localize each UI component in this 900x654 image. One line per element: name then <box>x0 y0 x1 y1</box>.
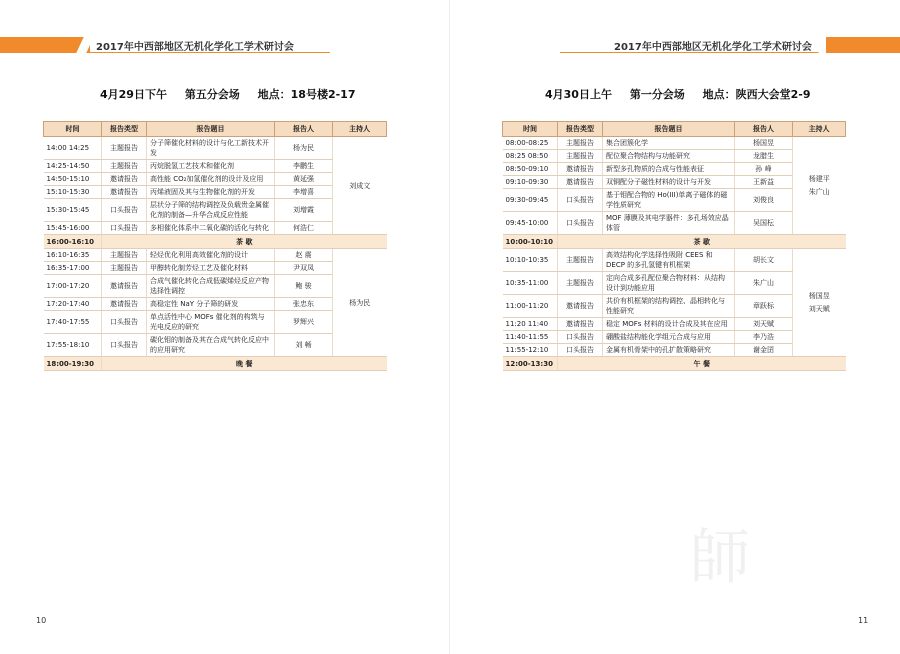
speaker-cell: 吴国枟 <box>735 212 793 235</box>
time-cell: 15:10-15:30 <box>44 186 102 199</box>
title-cell: 硼酸盐结构能化学组元合成与应用 <box>603 331 735 344</box>
session-room: 第五分会场 <box>184 88 240 101</box>
page-heading-left <box>100 86 370 102</box>
title-cell: 甲醇转化制芳烃工艺及催化材料 <box>147 262 275 275</box>
header-title-right: 2017年中西部地区无机化学化工学术研讨会 <box>614 42 812 53</box>
chair-name: 刘成文 <box>349 181 371 190</box>
speaker-cell: 刘增霞 <box>275 199 333 222</box>
session-location: 地点：18号楼2-17 <box>257 88 356 101</box>
time-cell: 16:10-16:35 <box>44 249 102 262</box>
break-label: 晚 餐 <box>102 357 387 371</box>
chair-name: 朱广山 <box>808 188 830 196</box>
type-cell: 口头报告 <box>558 331 603 344</box>
title-cell: 轻烃优化利用高效催化剂的设计 <box>147 249 275 262</box>
time-cell: 10:35-11:00 <box>503 272 558 295</box>
break-label: 茶 歇 <box>558 235 846 249</box>
title-cell: 高效结构化学选择性吸附 CEES 和 DECP 的多孔氢键有机框架 <box>603 249 735 272</box>
type-cell: 主题报告 <box>558 249 603 272</box>
session-location: 地点：陕西大会堂2-9 <box>702 88 811 101</box>
session-room: 第一分会场 <box>629 88 685 101</box>
title-cell: 配位聚合物结构与功能研究 <box>603 150 735 163</box>
schedule-table-left <box>43 121 387 371</box>
col-header-time: 时间 <box>503 122 558 137</box>
speaker-cell: 李增喜 <box>275 186 333 199</box>
speaker-cell: 罗辉兴 <box>275 311 333 334</box>
title-cell: 层状分子筛的结构调控及负载贵金属催化剂的制备—升华合成反应性能 <box>147 199 275 222</box>
title-cell: MOF 薄膜及其电学器件：多孔场效应晶体管 <box>603 212 735 235</box>
title-cell: 共价有机框架的结构调控、晶相转化与性能研究 <box>603 295 735 318</box>
title-cell: 多相催化体系中二氧化碳的活化与转化 <box>147 222 275 235</box>
header-accent-bar-right <box>826 37 900 53</box>
speaker-cell: 刘俊良 <box>735 189 793 212</box>
time-cell: 09:45-10:00 <box>503 212 558 235</box>
break-row <box>44 235 387 249</box>
type-cell: 邀请报告 <box>102 275 147 298</box>
col-header-chair: 主持人 <box>793 122 846 137</box>
type-cell: 口头报告 <box>102 311 147 334</box>
speaker-cell: 龙腊生 <box>735 150 793 163</box>
col-header-title: 报告题目 <box>603 122 735 137</box>
col-header-title: 报告题目 <box>147 122 275 137</box>
type-cell: 口头报告 <box>102 199 147 222</box>
time-cell: 09:10-09:30 <box>503 176 558 189</box>
break-time: 18:00-19:30 <box>44 357 102 371</box>
table-header-row <box>44 122 387 137</box>
time-cell: 17:00-17:20 <box>44 275 102 298</box>
time-cell: 17:40-17:55 <box>44 311 102 334</box>
time-cell: 11:20 11:40 <box>503 318 558 331</box>
speaker-cell: 张忠东 <box>275 298 333 311</box>
chair-name: 杨为民 <box>349 298 371 307</box>
break-row <box>44 357 387 371</box>
type-cell: 主题报告 <box>558 150 603 163</box>
break-label: 午 餐 <box>558 357 846 371</box>
time-cell: 14:25-14:50 <box>44 160 102 173</box>
speaker-cell: 黄延强 <box>275 173 333 186</box>
time-cell: 11:00-11:20 <box>503 295 558 318</box>
header-title-left: 2017年中西部地区无机化学化工学术研讨会 <box>96 42 294 53</box>
chair-cell <box>333 137 387 235</box>
time-cell: 14:50-15:10 <box>44 173 102 186</box>
type-cell: 邀请报告 <box>102 173 147 186</box>
type-cell: 口头报告 <box>102 334 147 357</box>
speaker-cell: 孙 峰 <box>735 163 793 176</box>
chair-name: 杨国昱 <box>808 292 830 300</box>
type-cell: 主题报告 <box>558 137 603 150</box>
table-header-row <box>503 122 846 137</box>
speaker-cell: 谢金囝 <box>735 344 793 357</box>
time-cell: 10:10-10:35 <box>503 249 558 272</box>
col-header-type: 报告类型 <box>102 122 147 137</box>
spread-divider <box>449 0 450 654</box>
col-header-speaker: 报告人 <box>735 122 793 137</box>
table-row <box>44 137 387 160</box>
break-label: 茶 歇 <box>102 235 387 249</box>
speaker-cell: 何浩仁 <box>275 222 333 235</box>
title-cell: 丙烯液固及其与生物催化剂的开发 <box>147 186 275 199</box>
time-cell: 11:55-12:10 <box>503 344 558 357</box>
time-cell: 17:55-18:10 <box>44 334 102 357</box>
type-cell: 口头报告 <box>558 344 603 357</box>
speaker-cell: 胡长文 <box>735 249 793 272</box>
break-row <box>503 235 846 249</box>
chair-cell <box>793 249 846 357</box>
title-cell: 合成气催化转化合成低碳烯烃反应产物选择性调控 <box>147 275 275 298</box>
speaker-cell: 章跃标 <box>735 295 793 318</box>
time-cell: 09:30-09:45 <box>503 189 558 212</box>
time-cell: 11:40-11:55 <box>503 331 558 344</box>
title-cell: 定向合成多孔配位聚合物材料：从结构设计到功能应用 <box>603 272 735 295</box>
title-cell: 高稳定性 NaY 分子筛的研发 <box>147 298 275 311</box>
page-number-left: 10 <box>36 616 47 625</box>
speaker-cell: 李乃浩 <box>735 331 793 344</box>
session-date: 4月29日下午 <box>100 88 167 101</box>
type-cell: 邀请报告 <box>558 163 603 176</box>
speaker-cell: 王新益 <box>735 176 793 189</box>
speaker-cell: 刘天赋 <box>735 318 793 331</box>
type-cell: 主题报告 <box>102 249 147 262</box>
title-cell: 高性能 CO₂加氢催化剂的设计及应用 <box>147 173 275 186</box>
time-cell: 08:25 08:50 <box>503 150 558 163</box>
chair-cell <box>333 249 387 357</box>
break-time: 12:00-13:30 <box>503 357 558 371</box>
type-cell: 邀请报告 <box>102 298 147 311</box>
title-cell: 碳化钼的制备及其在合成气转化反应中的应用研究 <box>147 334 275 357</box>
speaker-cell: 朱广山 <box>735 272 793 295</box>
type-cell: 口头报告 <box>102 222 147 235</box>
col-header-time: 时间 <box>44 122 102 137</box>
type-cell: 邀请报告 <box>558 295 603 318</box>
type-cell: 主题报告 <box>102 160 147 173</box>
page-number-right: 11 <box>858 616 869 625</box>
break-time: 16:00-16:10 <box>44 235 102 249</box>
time-cell: 08:00-08:25 <box>503 137 558 150</box>
chair-name: 刘天赋 <box>808 305 830 313</box>
chair-cell <box>793 137 846 235</box>
break-time: 10:00-10:10 <box>503 235 558 249</box>
time-cell: 17:20-17:40 <box>44 298 102 311</box>
title-cell: 分子筛催化材料的设计与化工新技术开发 <box>147 137 275 160</box>
col-header-type: 报告类型 <box>558 122 603 137</box>
table-row <box>503 249 846 272</box>
type-cell: 邀请报告 <box>558 176 603 189</box>
speaker-cell: 杨国昱 <box>735 137 793 150</box>
calligraphy-watermark: 師 <box>690 523 750 593</box>
session-date: 4月30日上午 <box>545 88 612 101</box>
schedule-table-right <box>502 121 846 371</box>
type-cell: 口头报告 <box>558 189 603 212</box>
title-cell: 双铜配分子磁性材料的设计与开发 <box>603 176 735 189</box>
break-row <box>503 357 846 371</box>
type-cell: 邀请报告 <box>102 186 147 199</box>
title-cell: 新型多孔物质的合成与性能表征 <box>603 163 735 176</box>
type-cell: 主题报告 <box>558 272 603 295</box>
time-cell: 14:00 14:25 <box>44 137 102 160</box>
table-row <box>503 137 846 150</box>
time-cell: 15:45-16:00 <box>44 222 102 235</box>
col-header-chair: 主持人 <box>333 122 387 137</box>
speaker-cell: 赵 震 <box>275 249 333 262</box>
speaker-cell: 尹双凤 <box>275 262 333 275</box>
title-cell: 金属有机骨架中的孔扩散策略研究 <box>603 344 735 357</box>
type-cell: 主题报告 <box>102 262 147 275</box>
speaker-cell: 李鹏生 <box>275 160 333 173</box>
type-cell: 口头报告 <box>558 212 603 235</box>
speaker-cell: 鲍 骏 <box>275 275 333 298</box>
title-cell: 基于钼配合物的 Ho(III)单离子磁体的磁学性质研究 <box>603 189 735 212</box>
time-cell: 16:35-17:00 <box>44 262 102 275</box>
time-cell: 15:30-15:45 <box>44 199 102 222</box>
title-cell: 丙烷脱氢工艺技术和催化剂 <box>147 160 275 173</box>
page-heading-right <box>545 86 825 102</box>
speaker-cell: 杨为民 <box>275 137 333 160</box>
table-row <box>44 249 387 262</box>
title-cell: 稳定 MOFs 材料的设计合成及其在应用 <box>603 318 735 331</box>
col-header-speaker: 报告人 <box>275 122 333 137</box>
speaker-cell: 刘 畅 <box>275 334 333 357</box>
chair-name: 杨建平 <box>808 175 830 183</box>
title-cell: 集合团簇化学 <box>603 137 735 150</box>
type-cell: 主题报告 <box>102 137 147 160</box>
title-cell: 单点活性中心 MOFs 催化剂的构筑与光电反应的研究 <box>147 311 275 334</box>
time-cell: 08:50-09:10 <box>503 163 558 176</box>
type-cell: 邀请报告 <box>558 318 603 331</box>
